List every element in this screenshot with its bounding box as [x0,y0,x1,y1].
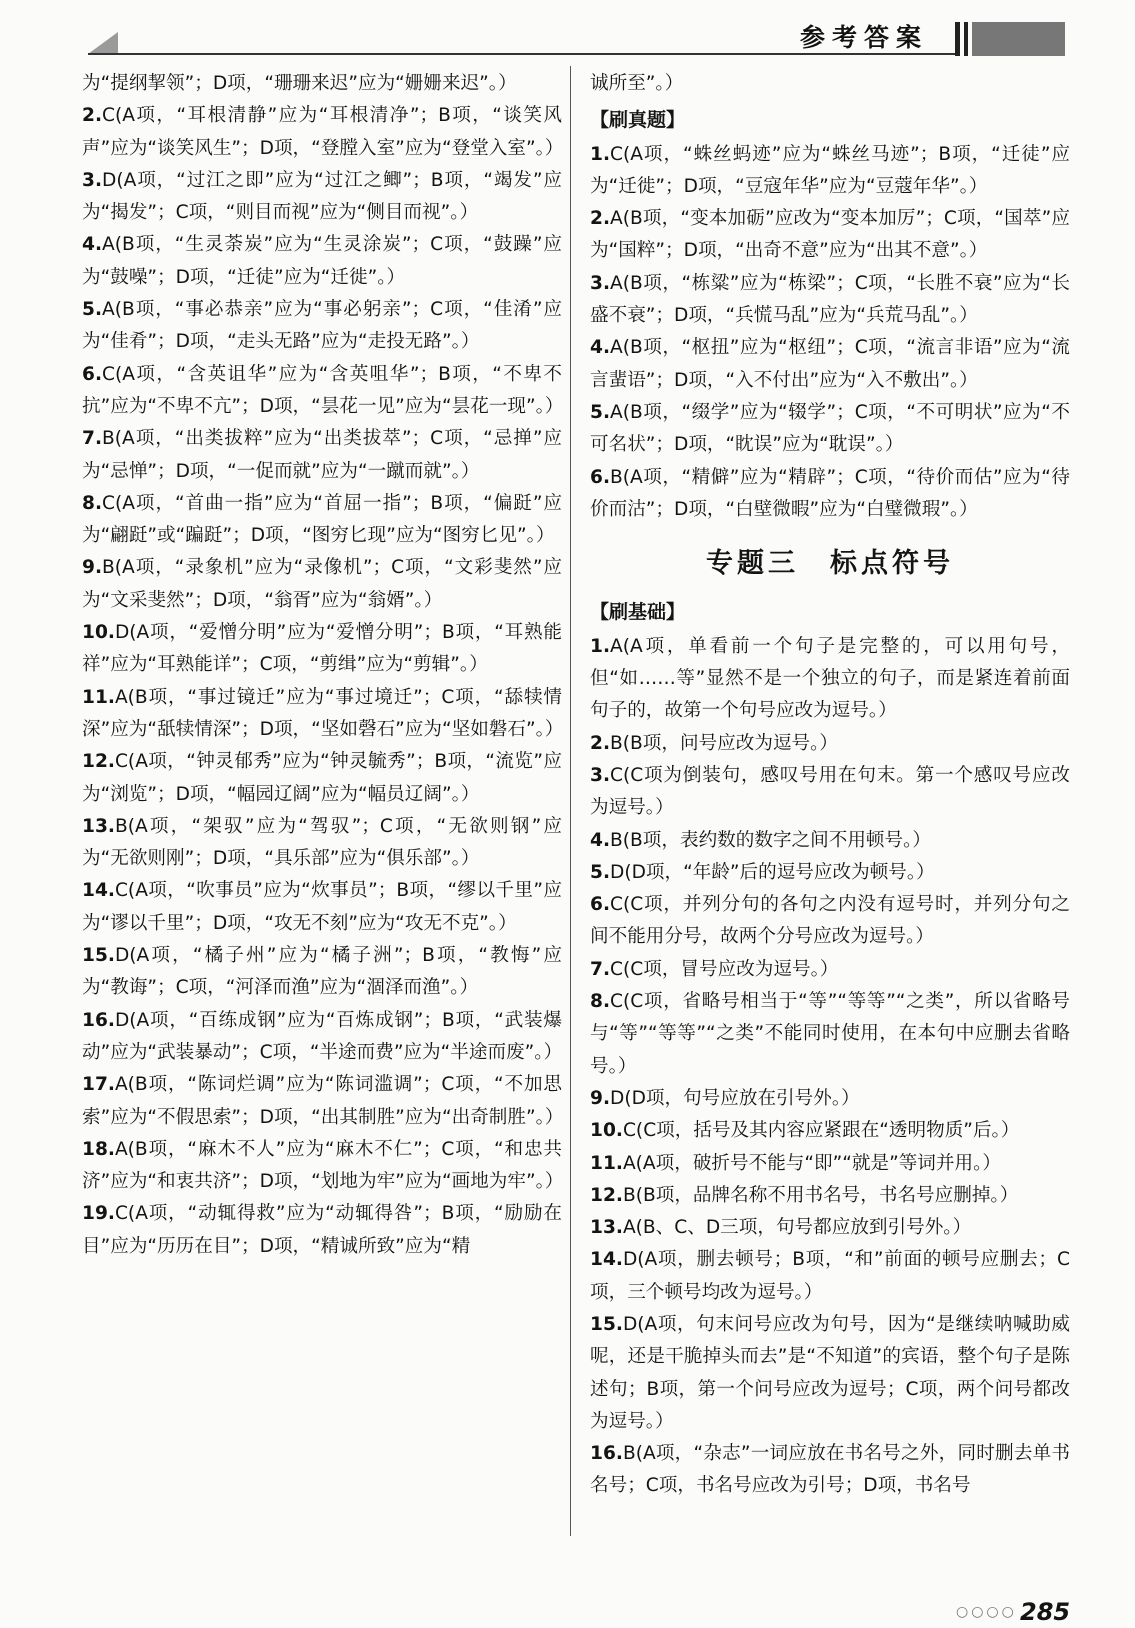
answer-text: D(A项，“橘子州”应为“橘子洲”；B项，“教悔”应为“教诲”；C项，“河泽而渔”应为“涸泽而渔”。） [82,945,562,999]
answer-number: 17. [82,1074,115,1096]
header-bars-decoration [955,22,1065,56]
answer-item [82,940,562,1005]
answer-text: A(B项，“麻木不人”应为“麻木不仁”；C项，“和忠共济”应为“和衷共济”；D项，“划地为牢”应为“画地为牢”。） [82,1138,564,1193]
answer-text: B(B项，品牌名称不用书名号，书名号应删掉。） [622,1184,1019,1206]
answer-item [82,1198,562,1263]
answer-text: A(B、C、D三项，句号都应放到引号外。） [622,1217,972,1239]
page-header [0,0,1135,62]
right-column [590,68,1070,1503]
zhenti-answer-list [590,139,1070,527]
answer-text: A(A项，破折号不能与“即”“就是”等词并用。） [622,1152,1001,1174]
answer-text: B(A项，“杂志”一词应放在书名号之外，同时删去单书名号；C项，书名号应改为引号；D项，书名号 [590,1443,1070,1497]
answer-text: D(A项，句末问号应改为句号，因为“是继续呐喊助威呢，还是干脆掉头而去”是“不知道”的宾语，整个句子是陈述句；B项，第一个问号应改为逗号；C项，两个问号都改为逗号。） [590,1313,1070,1432]
header-title: 参考答案 [800,23,929,52]
answer-item [590,1212,1070,1244]
answer-item [82,682,562,747]
answer-number: 16. [82,1009,115,1031]
answer-number: 10. [590,1120,623,1142]
answer-item [590,889,1070,954]
answer-item [590,1083,1070,1115]
answer-number: 13. [82,815,115,837]
answer-number: 18. [82,1138,115,1160]
answer-number: 7. [590,958,611,980]
answer-number: 5. [590,861,611,883]
answer-item [590,760,1070,825]
answer-text: C(A项，“钟灵郁秀”应为“钟灵毓秀”；B项，“流览”应为“浏览”；D项，“幅园辽阔”应为“幅员辽阔”。） [82,751,562,805]
answer-number: 8. [590,991,611,1013]
answer-text: A(B项，“变本加砺”应改为“变本加厉”；C项，“国萃”应为“国粹”；D项，“出奇不意”应为“出其不意”。） [590,208,1070,262]
answer-item [590,332,1070,397]
answer-number: 14. [82,880,115,902]
answer-item [82,746,562,811]
answer-text: C(C项，冒号应改为逗号。） [610,958,839,980]
answer-text: C(A项，“含英诅华”应为“含英咀华”；B项，“不卑不抗”应为“不卑不亢”；D项，“昙花一见”应为“昙花一现”。） [82,363,564,417]
answer-number: 1. [590,143,611,165]
answer-text: A(B项，“生灵荼炭”应为“生灵涂炭”；C项，“鼓躁”应为“鼓噪”；D项，“迁徒”应为“迁徙”。） [82,234,562,288]
answer-item [82,1069,562,1134]
answer-text: D(D项，“年龄”后的逗号应改为顿号。） [610,861,935,883]
answer-number: 12. [590,1184,623,1206]
answer-number: 15. [590,1313,623,1335]
answer-item [590,1148,1070,1180]
answer-item [590,139,1070,204]
answer-item [590,1244,1070,1309]
answer-number: 5. [82,299,103,321]
answer-text: C(A项，“首曲一指”应为“首屈一指”；B项，“偏跹”应为“翩跹”或“蹁跹”；D项，“图穷匕现”应为“图穷匕见”。） [82,492,562,547]
answer-number: 2. [82,105,103,127]
answer-item [82,552,562,617]
answer-item [82,359,562,424]
answer-item [590,1438,1070,1503]
answer-number: 3. [82,169,103,191]
answer-item [82,68,562,100]
answer-text: B(A项，“架驭”应为“驾驭”；C项，“无欲则钢”应为“无欲则刚”；D项，“具乐部”应为“俱乐部”。） [82,815,562,870]
answer-number: 10. [82,622,115,644]
answer-text: C(C项，并列分句的各句之内没有逗号时，并列分句之间不能用分号，故两个分号应改为逗号。） [590,894,1070,948]
answer-number: 6. [590,466,611,488]
topic-title: 专题三 标点符号 [706,548,954,580]
answer-item [82,100,562,165]
column-divider [570,66,571,1536]
answer-item [590,203,1070,268]
answer-item [590,1180,1070,1212]
continued-text: 诚所至”。） [590,73,684,94]
answer-text: B(A项，“出类拔粹”应为“出类拔萃”；C项，“忌掸”应为“忌惮”；D项，“一促而就”应为“一蹴而就”。） [82,428,562,482]
page-number: 285 [1020,1598,1071,1626]
answer-text: D(A项，删去顿号；B项，“和”前面的顿号应删去；C项，三个顿号均改为逗号。） [590,1249,1070,1303]
answer-text: C(A项，“吹事员”应为“炊事员”；B项，“缪以千里”应为“谬以千里”；D项，“攻无不刻”应为“攻无不克”。） [82,880,562,934]
answer-text: D(A项，“百练成钢”应为“百炼成钢”；B项，“武装爆动”应为“武装暴动”；C项，“半途而费”应为“半途而废”。） [82,1009,563,1063]
answer-text: B(B项，问号应改为逗号。） [610,732,839,754]
answer-item [82,811,562,876]
answer-item [82,875,562,940]
answer-number: 11. [82,686,115,708]
answer-number: 4. [590,829,611,851]
answer-text: A(B项，“事过镜迁”应为“事过境迁”；C项，“舔犊情深”应为“舐犊情深”；D项，“坚如磬石”应为“坚如磐石”。） [82,686,564,740]
answer-item [590,631,1070,728]
answer-number: 11. [590,1152,623,1174]
answer-item [590,268,1070,333]
answer-number: 1. [590,635,611,657]
answer-item [82,165,562,230]
jichu-answer-list [590,631,1070,1503]
answer-number: 5. [590,401,611,423]
answer-item [590,397,1070,462]
left-column [82,68,562,1263]
answer-item [590,954,1070,986]
answer-item [590,1309,1070,1438]
answer-number: 8. [82,492,103,514]
answer-text: B(A项，“录象机”应为“录像机”；C项，“文彩斐然”应为“文采斐然”；D项，“翁胥”应为“翁婿”。） [82,557,562,611]
answer-text: A(A项，单看前一个句子是完整的，可以用句号，但“如……等”显然不是一个独立的句子，而是紧连着前面句子的，故第一个句号应改为逗号。） [590,635,1070,722]
answer-text: C(A项，“耳根清静”应为“耳根清净”；B项，“谈笑风声”应为“谈笑风生”；D项，“登膛入室”应为“登堂入室”。） [82,105,564,159]
answer-number: 2. [590,732,611,754]
answer-text: C(C项，省略号相当于“等”“等等”“之类”，所以省略号与“等”“等等”“之类”不能同时使用，在本句中应删去省略号。） [590,991,1070,1077]
answer-number: 4. [82,234,103,256]
answer-text: C(A项，“蛛丝蚂迹”应为“蛛丝马迹”；B项，“迁徒”应为“迁徙”；D项，“豆寇年华”应为“豆蔻年华”。） [590,143,1070,197]
answer-text: D(A项，“爱憎分明”应为“爱憎分明”；B项，“耳熟能祥”应为“耳熟能详”；C项，“剪缉”应为“剪辑”。） [82,622,562,676]
section-heading-jichu: 【刷基础】 [590,601,686,624]
answer-text: A(B项，“陈词烂调”应为“陈词滥调”；C项，“不加思索”应为“不假思索”；D项，“出其制胜”应为“出奇制胜”。） [82,1074,564,1128]
answer-text: A(B项，“栋粱”应为“栋梁”；C项，“长胜不衰”应为“长盛不衰”；D项，“兵慌马乱”应为“兵荒马乱”。） [590,272,1070,327]
header-triangle-decoration [88,32,118,54]
answer-item [82,488,562,553]
answer-number: 13. [590,1217,623,1239]
answer-number: 19. [82,1203,115,1225]
answer-number: 3. [590,272,611,294]
answer-number: 9. [82,557,103,579]
answer-number: 3. [590,764,611,786]
answer-item [590,728,1070,760]
answer-item [82,423,562,488]
answer-text: A(B项，“枢扭”应为“枢纽”；C项，“流言非语”应为“流言蜚语”；D项，“入不付出”应为“入不敷出”。） [590,337,1070,391]
answer-item [82,617,562,682]
answer-item [590,986,1070,1083]
answer-text: D(D项，句号应放在引号外。） [610,1087,860,1109]
answer-text: B(A项，“精僻”应为“精辟”；C项，“待价而估”应为“待价而沽”；D项，“白壁微暇”应为“白璧微瑕”。） [590,466,1070,520]
answer-number: 16. [590,1443,623,1465]
answer-text: C(C项，括号及其内容应紧跟在“透明物质”后。） [622,1120,1020,1142]
answer-text: C(A项，“动辄得救”应为“动辄得咎”；B项，“励励在目”应为“历历在目”；D项，“精诚所致”应为“精 [82,1203,562,1257]
answer-number: 6. [82,363,103,385]
answer-text: A(B项，“缀学”应为“辍学”；C项，“不可明状”应为“不可名状”；D项，“眈误”应为“耽误”。） [590,401,1070,456]
answer-item [82,294,562,359]
answer-number: 4. [590,337,611,359]
answer-text: D(A项，“过江之即”应为“过江之鲫”；B项，“竭发”应为“揭发”；C项，“则目而视”应为“侧目而视”。） [82,169,562,224]
answer-number: 7. [82,428,103,450]
answer-item [590,1115,1070,1147]
answer-text: 为“提纲挈领”；D项，“珊珊来迟”应为“姗姗来迟”。） [82,73,517,94]
page-dots-decoration: ○○○○ [956,1604,1017,1620]
answer-item [590,857,1070,889]
answer-item [82,1134,562,1199]
answer-number: 6. [590,894,611,916]
answer-item [82,229,562,294]
answer-text: A(B项，“事必恭亲”应为“事必躬亲”；C项，“佳淆”应为“佳肴”；D项，“走头无路”应为“走投无路”。） [82,299,562,353]
section-heading-zhenti: 【刷真题】 [590,109,686,132]
answer-item [82,1005,562,1070]
answer-item [590,825,1070,857]
answer-number: 2. [590,208,611,230]
answer-number: 9. [590,1087,611,1109]
answer-text: B(B项，表约数的数字之间不用顿号。） [610,829,931,851]
answer-number: 14. [590,1249,623,1271]
answer-item [590,462,1070,527]
answer-text: C(C项为倒装句，感叹号用在句末。第一个感叹号应改为逗号。） [590,764,1070,819]
answer-number: 15. [82,945,115,967]
answer-number: 12. [82,751,115,773]
